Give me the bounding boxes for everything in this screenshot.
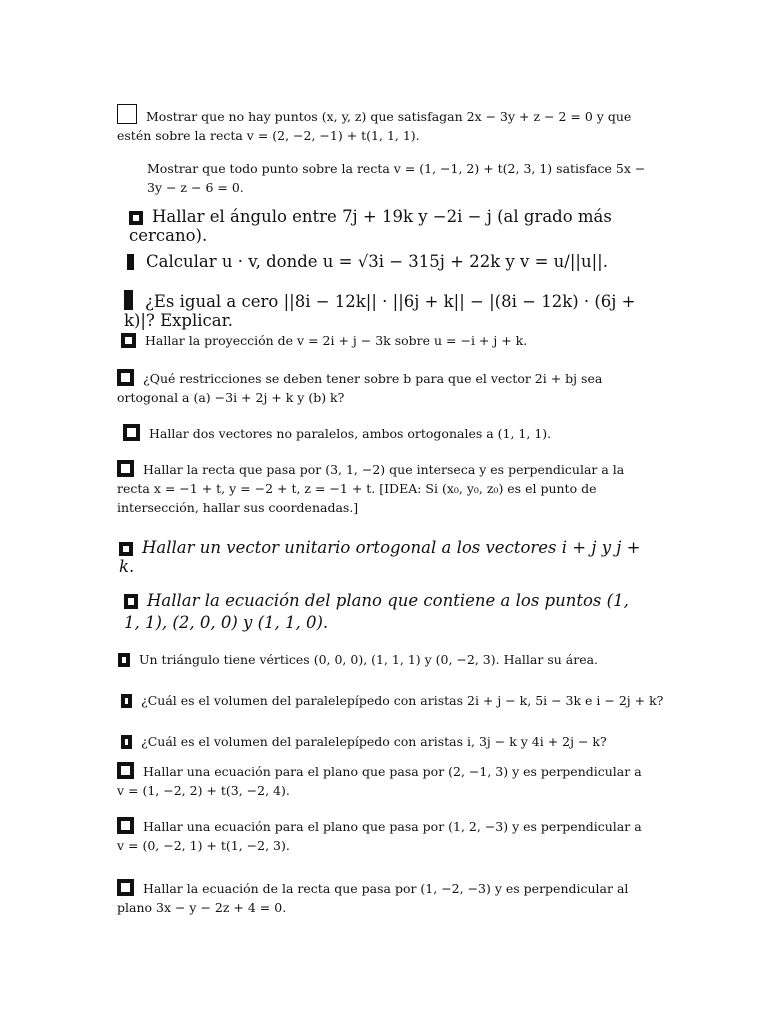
checkbox-icon[interactable] [129, 211, 143, 225]
checkbox-icon[interactable] [117, 817, 134, 834]
checkbox-icon[interactable] [119, 542, 133, 556]
exercise-text: Mostrar que no hay puntos (x, y, z) que satisfagan 2x − 3y + z − 2 = 0 y que estén sobre la recta v = (2, −2, −1) + t(1, 1, 1). [117, 109, 636, 143]
checkbox-icon[interactable] [117, 369, 134, 386]
exercise-item [124, 590, 644, 634]
exercise-text: Hallar la ecuación del plano que contiene a los puntos (1, 1, 1), (2, 0, 0) y (1, 1, 0). [124, 591, 635, 632]
exercise-item [127, 252, 647, 271]
exercise-text: Hallar dos vectores no paralelos, ambos ortogonales a (1, 1, 1). [149, 426, 552, 441]
exercise-item [117, 460, 647, 517]
exercise-item [119, 538, 659, 576]
exercise-item [121, 331, 661, 350]
exercise-item [117, 369, 647, 407]
checkbox-icon[interactable] [117, 879, 134, 896]
checkbox-icon[interactable] [117, 460, 134, 477]
exercise-text: ¿Cuál es el volumen del paralelepípedo con aristas i, 3j − k y 4i + 2j − k? [141, 734, 607, 749]
exercise-text: Mostrar que todo punto sobre la recta v = (1, −1, 2) + t(2, 3, 1) satisface 5x − 3y − z − 6 = 0. [147, 161, 650, 195]
exercise-item [117, 879, 647, 917]
checkbox-icon[interactable] [124, 290, 133, 310]
exercise-item [129, 207, 649, 245]
exercise-item [121, 732, 661, 751]
checkbox-icon[interactable] [117, 104, 137, 124]
exercise-text: Hallar un vector unitario ortogonal a los vectores i + j y j + k. [119, 538, 646, 576]
exercise-item [117, 159, 657, 197]
exercise-item [117, 817, 647, 855]
exercise-text: ¿Qué restricciones se deben tener sobre b para que el vector 2i + bj sea ortogonal a (a) −3i + 2j + k y (b) k? [117, 371, 607, 405]
exercise-text: Calcular u · v, donde u = √3i − 315j + 22k y v = u/||u||. [146, 252, 608, 271]
exercise-item [123, 424, 663, 443]
checkbox-icon[interactable] [121, 735, 132, 749]
exercise-text: Hallar la proyección de v = 2i + j − 3k sobre u = −i + j + k. [145, 333, 528, 348]
checkbox-icon[interactable] [118, 653, 130, 667]
checkbox-icon[interactable] [127, 254, 134, 270]
exercise-item [121, 691, 666, 710]
exercise-text: Un triángulo tiene vértices (0, 0, 0), (1, 1, 1) y (0, −2, 3). Hallar su área. [139, 652, 599, 667]
checkbox-icon[interactable] [121, 694, 132, 708]
exercise-text: Hallar la ecuación de la recta que pasa por (1, −2, −3) y es perpendicular al plano 3x − y − 2z + 4 = 0. [117, 881, 633, 915]
checkbox-icon[interactable] [117, 762, 134, 779]
exercise-item [117, 104, 657, 145]
exercise-text: Hallar el ángulo entre 7j + 19k y −2i − j (al grado más cercano). [129, 207, 618, 245]
exercise-text: Hallar una ecuación para el plano que pasa por (1, 2, −3) y es perpendicular a v = (0, −2, 1) + t(1, −2, 3). [117, 819, 646, 853]
exercise-text: Hallar una ecuación para el plano que pasa por (2, −1, 3) y es perpendicular a v = (1, −2, 2) + t(3, −2, 4). [117, 764, 646, 798]
exercise-item [118, 650, 658, 669]
exercise-item [117, 762, 647, 800]
exercise-text: Hallar la recta que pasa por (3, 1, −2) que interseca y es perpendicular a la recta x = −1 + t, y = −2 + t, z = −1 + t. [IDEA: Si (x₀, y₀, z₀) es el punto de intersección, hallar sus coordenadas.] [117, 462, 629, 515]
checkbox-icon[interactable] [124, 594, 138, 609]
checkbox-icon[interactable] [121, 333, 136, 348]
exercise-text: ¿Es igual a cero ||8i − 12k|| · ||6j + k|| − |(8i − 12k) · (6j + k)|? Explicar. [124, 292, 641, 330]
exercise-item [124, 290, 664, 330]
exercise-text: ¿Cuál es el volumen del paralelepípedo con aristas 2i + j − k, 5i − 3k e i − 2j + k? [141, 693, 664, 708]
checkbox-icon[interactable] [123, 424, 140, 441]
